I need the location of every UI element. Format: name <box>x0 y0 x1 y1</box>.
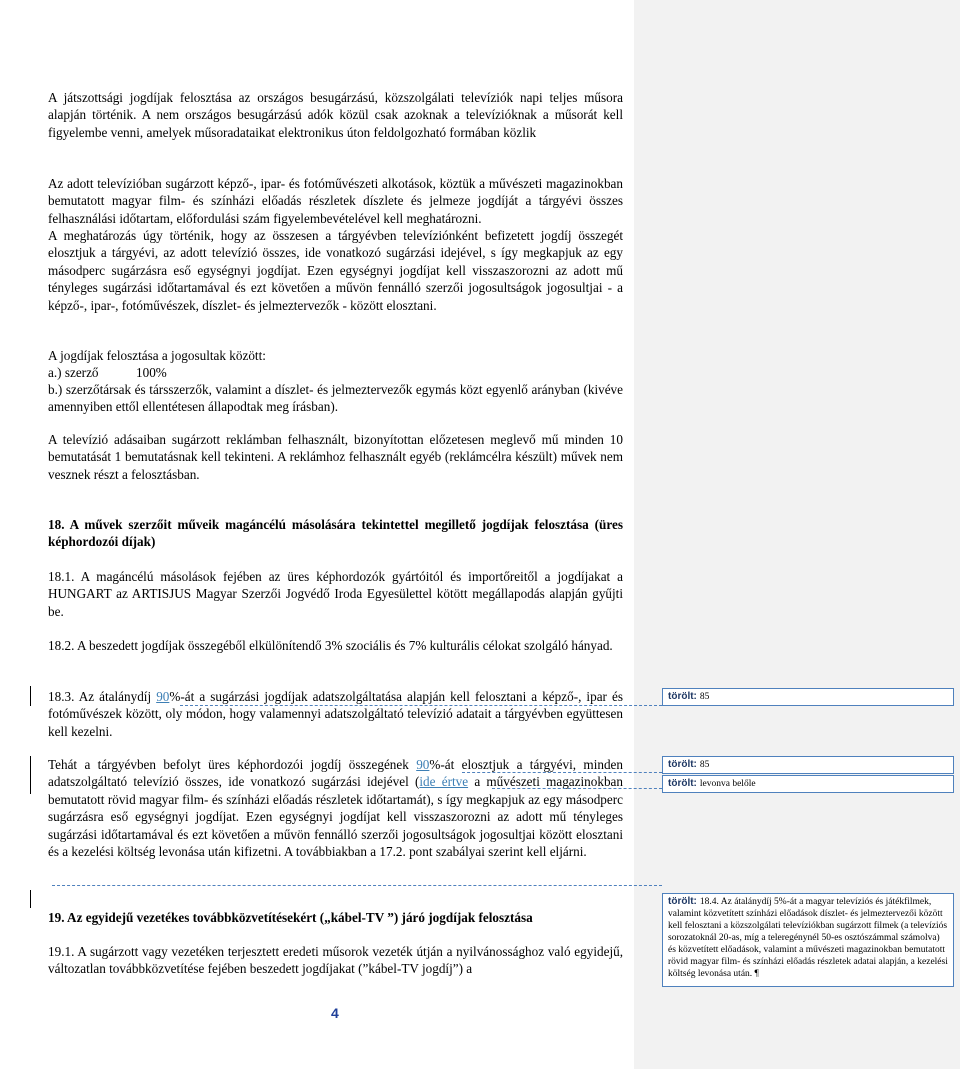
comment-label: törölt: <box>668 691 697 702</box>
change-bar <box>30 686 31 706</box>
comment-balloon[interactable] <box>662 775 954 793</box>
comment-connector <box>52 885 662 886</box>
comment-text: levonva belőle <box>699 779 756 789</box>
section-heading-19: 19. Az egyidejű vezetékes továbbközvetítésekért („kábel-TV ”) járó jogdíjak felosztása <box>48 910 533 925</box>
comment-label: törölt: <box>668 896 697 907</box>
paragraph-19-1: 19.1. A sugárzott vagy vezetéken terjesztett eredeti műsorok vezeték útján a nyilvánossághoz való egyidejű, változatlan továbbközvetítése fejében beszedett jogdíjakat (”kábel-TV jogdíj”) a <box>48 944 623 977</box>
section-heading-18: 18. A művek szerzőit műveik magáncélú másolására tekintettel megillető jogdíjak felosztása (üres képhordozói díjak) <box>48 517 623 550</box>
text-run: %-át elosztjuk a tárgyévi, minden adatszolgáltató televízió összes, ide vonatkozó sugárzási idejével ( <box>48 757 623 790</box>
paragraph-calculation: A meghatározás úgy történik, hogy az összesen a tárgyévben televíziónként befizetett jogdíj összegét elosztjuk a tárgyévi, az adott televízió összes, ide vonatkozó sugárzási idejével, s így megkapjuk az egy másodperc sugárzásra eső egységnyi jogdíjat. Ezen egységnyi jogdíjat kell visszaszorozni az adott mű tényleges sugárzási időtartamával és ezt követően a művön fennálló szerzői jogosultságok jogosultjai - a képző-, ipar-, fotóművészek, díszlet- és jelmeztervezők - között elosztani. <box>48 228 623 313</box>
paragraph-broadcast-basis: A játszottsági jogdíjak felosztása az országos besugárzású, közszolgálati televíziók napi teljes műsora alapján történik. A nem országos besugárzású adók közül csak azoknak a televízióknak a műsorát kell figyelembe venni, amelyek műsoradataikat elektronikus úton feldolgozható formában közlik <box>48 90 623 140</box>
comment-connector <box>462 772 662 773</box>
comment-balloon[interactable] <box>662 893 954 987</box>
text-run: a művészeti magazinokban bemutatott rövid magyar film- és színházi előadás részletek időtartamát), s így megkapjuk az egy másodperc sugárzásra eső egységnyi jogdíjat. Ezen egységnyi jogdíjat kell visszaszorozni az adott mű tényleges sugárzási időtartamával és ezt követően a művön fennálló szerzői jogosultságok jogosultjai között elosztani és a kezelési költség levonása után kifizetni. A továbbiakban a 17.2. pont szabályai szerint kell eljárni. <box>48 774 623 860</box>
inserted-text[interactable]: 90 <box>416 757 430 772</box>
comment-balloon[interactable] <box>662 688 954 706</box>
change-bar <box>30 756 31 776</box>
comment-text: 18.4. Az átalánydíj 5%-át a magyar televíziós és játékfilmek, valamint közvetített színházi előadások díszlet- és jelmeztervezői között kell felosztani a közszolgálati televíziókban sugárzott filmek (a televíziós sorozatoknál 20-as, míg a teleregénynél 50-es osztószámmal számolva) és közvetített előadások, valamint a művészeti magazinokban bemutatott rövid magyar film- és színházi előadás részletek adatai alapján, a kezelési költség levonása után. ¶ <box>668 897 948 979</box>
distribution-coauthors: b.) szerzőtársak és társszerzők, valamint a díszlet- és jelmeztervezők egymás közt egyenlő arányban (kivéve amennyiben ettől ellentétesen állapodtak meg írásban). <box>48 382 623 415</box>
inserted-text[interactable]: ide értve <box>419 774 469 790</box>
text-run: %-át a sugárzási jogdíjak adatszolgáltatása alapján kell felosztani a képző-, ipar és fotóművészek között, oly módon, hogy valamennyi adatszolgáltató televízió adatait a tárgyévben együttesen kell kezelni. <box>48 689 623 739</box>
comment-balloon[interactable] <box>662 756 954 774</box>
paragraph-advertising: A televízió adásaiban sugárzott reklámban felhasznált, bizonyítottan előzetesen meglevő mű minden 10 bemutatását 1 bemutatásnak kell tekinteni. A reklámhoz felhasznált egyéb (reklámcélra készült) művek nem vesznek részt a felosztásban. <box>48 432 623 482</box>
comment-connector <box>492 788 662 789</box>
distribution-author-label: a.) szerző <box>48 365 99 380</box>
paragraph-18-2: 18.2. A beszedett jogdíjak összegéből elkülönítendő 3% szociális és 7% kulturális célokat szolgáló hányad. <box>48 638 613 653</box>
paragraph-artworks: Az adott televízióban sugárzott képző-, ipar- és fotóművészeti alkotások, köztük a művészeti magazinokban bemutatott magyar film- és színházi előadás részletek díszlete és jelmeze jogdíját a tárgyévi összes felhasználási időtartam, előfordulási szám figyelembevételével kell meghatározni. <box>48 176 623 226</box>
comment-label: törölt: <box>668 759 697 770</box>
paragraph-18-1: 18.1. A magáncélú másolások fejében az üres képhordozók gyártóitól és importőreitől a jogdíjakat a HUNGART az ARTISJUS Magyar Szerzői Jogvédő Iroda Egyesülettel kötött megállapodás alapján gyűjti be. <box>48 569 623 619</box>
page-number: 4 <box>331 1005 339 1021</box>
distribution-author-share: 100% <box>136 365 167 380</box>
change-bar <box>30 890 31 908</box>
text-run: 18.3. Az átalánydíj <box>48 689 157 704</box>
comment-text: 85 <box>699 760 710 770</box>
change-bar <box>30 774 31 794</box>
comment-text: 85 <box>699 692 710 702</box>
text-run: Tehát a tárgyévben befolyt üres képhordozói jogdíj összegének <box>48 757 417 772</box>
comment-label: törölt: <box>668 778 697 789</box>
distribution-intro: A jogdíjak felosztása a jogosultak között: <box>48 348 266 363</box>
paragraph-18-3 <box>48 688 623 740</box>
comment-connector <box>180 705 662 706</box>
inserted-text[interactable]: 90 <box>156 689 170 704</box>
